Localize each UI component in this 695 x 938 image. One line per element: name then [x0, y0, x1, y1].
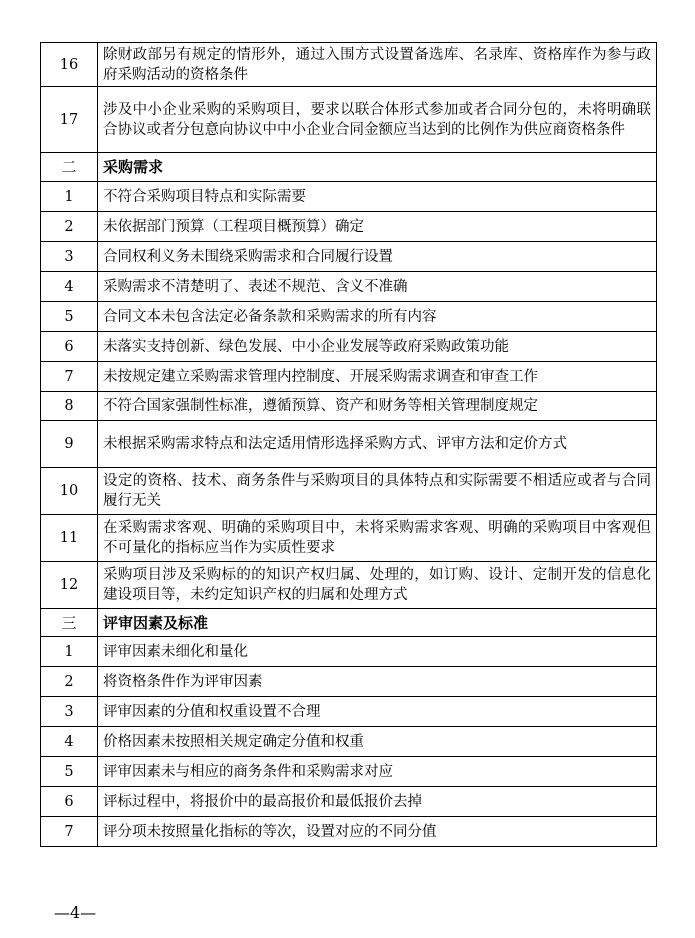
item-number: 4 [41, 272, 98, 302]
table-row [41, 757, 657, 787]
table-row [41, 182, 657, 212]
table-row [41, 43, 657, 87]
item-text: 评标过程中，将报价中的最高报价和最低报价去掉 [98, 787, 657, 817]
item-number: 4 [41, 727, 98, 757]
item-number: 7 [41, 362, 98, 392]
table-row [41, 362, 657, 392]
item-text: 未根据采购需求特点和法定适用情形选择采购方式、评审方法和定价方式 [98, 421, 657, 468]
item-number: 2 [41, 667, 98, 697]
item-text: 评审因素的分值和权重设置不合理 [98, 697, 657, 727]
table-row [41, 637, 657, 667]
table-row [41, 515, 657, 562]
table-row [41, 332, 657, 362]
item-number: 12 [41, 562, 98, 609]
item-number: 6 [41, 332, 98, 362]
item-text: 除财政部另有规定的情形外，通过入围方式设置备选库、名录库、资格库作为参与政府采购活动的资格条件 [98, 43, 657, 87]
section-number: 二 [41, 153, 98, 182]
item-number: 3 [41, 242, 98, 272]
item-number: 6 [41, 787, 98, 817]
item-number: 2 [41, 212, 98, 242]
table-row [41, 242, 657, 272]
item-text: 合同文本未包含法定必备条款和采购需求的所有内容 [98, 302, 657, 332]
item-text: 在采购需求客观、明确的采购项目中，未将采购需求客观、明确的采购项目中客观但不可量化的指标应当作为实质性要求 [98, 515, 657, 562]
item-number: 5 [41, 757, 98, 787]
item-number: 5 [41, 302, 98, 332]
table-row [41, 697, 657, 727]
item-number: 9 [41, 421, 98, 468]
item-text: 未按规定建立采购需求管理内控制度、开展采购需求调查和审查工作 [98, 362, 657, 392]
item-number: 1 [41, 637, 98, 667]
item-number: 7 [41, 817, 98, 847]
section-number: 三 [41, 609, 98, 637]
item-number: 3 [41, 697, 98, 727]
table-row [41, 212, 657, 242]
requirements-table [40, 42, 657, 847]
table-row [41, 667, 657, 697]
page-number: —4— [54, 903, 97, 922]
table-row [41, 421, 657, 468]
table-row [41, 787, 657, 817]
item-text: 评分项未按照量化指标的等次，设置对应的不同分值 [98, 817, 657, 847]
table-row [41, 392, 657, 421]
item-number: 17 [41, 87, 98, 153]
item-text: 将资格条件作为评审因素 [98, 667, 657, 697]
item-number: 8 [41, 392, 98, 421]
item-text: 涉及中小企业采购的采购项目，要求以联合体形式参加或者合同分包的，未将明确联合协议或者分包意向协议中中小企业合同金额应当达到的比例作为供应商资格条件 [98, 87, 657, 153]
table-row [41, 817, 657, 847]
item-text: 设定的资格、技术、商务条件与采购项目的具体特点和实际需要不相适应或者与合同履行无关 [98, 468, 657, 515]
requirements-table-body [41, 43, 657, 847]
item-number: 11 [41, 515, 98, 562]
item-text: 合同权利义务未围绕采购需求和合同履行设置 [98, 242, 657, 272]
section-header-row [41, 609, 657, 637]
item-text: 评审因素未与相应的商务条件和采购需求对应 [98, 757, 657, 787]
section-title: 评审因素及标准 [98, 609, 657, 637]
item-text: 不符合采购项目特点和实际需要 [98, 182, 657, 212]
table-row [41, 468, 657, 515]
item-text: 采购需求不清楚明了、表述不规范、含义不准确 [98, 272, 657, 302]
section-header-row [41, 153, 657, 182]
item-text: 评审因素未细化和量化 [98, 637, 657, 667]
item-number: 10 [41, 468, 98, 515]
item-text: 未依据部门预算（工程项目概预算）确定 [98, 212, 657, 242]
table-row [41, 562, 657, 609]
table-row [41, 87, 657, 153]
item-text: 价格因素未按照相关规定确定分值和权重 [98, 727, 657, 757]
table-row [41, 272, 657, 302]
item-number: 16 [41, 43, 98, 87]
item-text: 采购项目涉及采购标的的知识产权归属、处理的，如订购、设计、定制开发的信息化建设项目等，未约定知识产权的归属和处理方式 [98, 562, 657, 609]
item-text: 不符合国家强制性标准，遵循预算、资产和财务等相关管理制度规定 [98, 392, 657, 421]
item-number: 1 [41, 182, 98, 212]
item-text: 未落实支持创新、绿色发展、中小企业发展等政府采购政策功能 [98, 332, 657, 362]
table-row [41, 727, 657, 757]
section-title: 采购需求 [98, 153, 657, 182]
table-row [41, 302, 657, 332]
